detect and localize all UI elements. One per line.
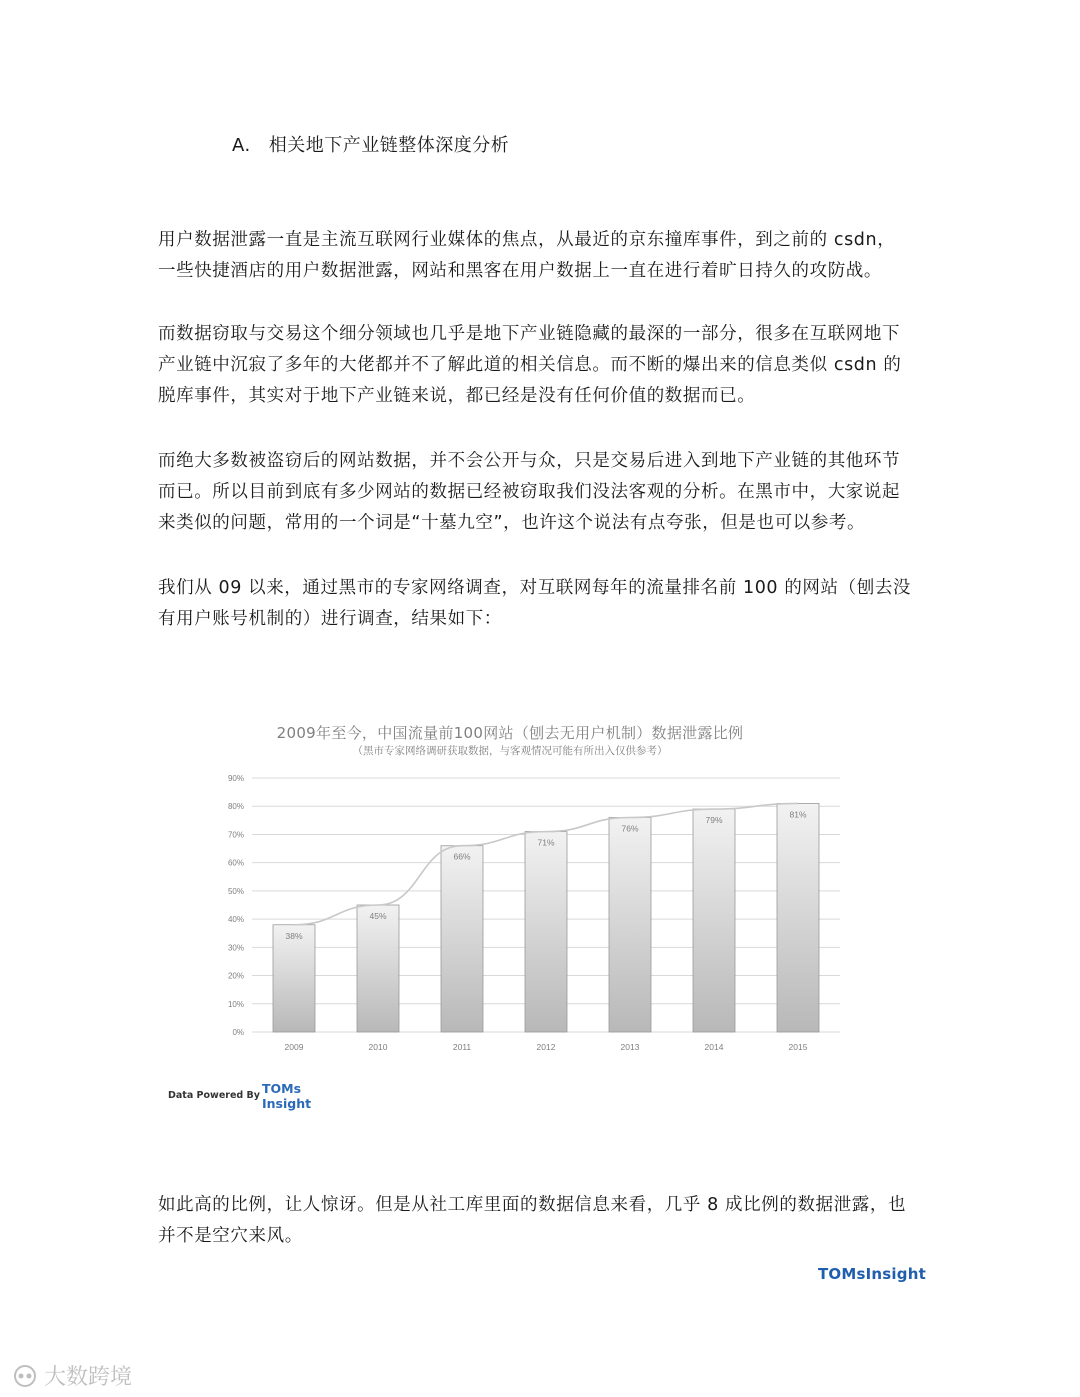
bar <box>693 809 735 1032</box>
x-tick-label: 2015 <box>788 1042 808 1052</box>
y-tick-label: 60% <box>227 858 244 868</box>
section-heading <box>232 131 509 157</box>
paragraph-5 <box>158 1190 923 1252</box>
data-label: 71% <box>537 837 555 848</box>
data-label: 81% <box>789 809 807 820</box>
data-label: 79% <box>705 815 723 826</box>
x-tick-label: 2013 <box>620 1042 640 1052</box>
chart-title: 2009年至今，中国流量前100网站（刨去无用户机制）数据泄露比例 <box>276 724 744 742</box>
x-tick-label: 2011 <box>452 1042 472 1052</box>
paragraph-line: 来类似的问题，常用的一个词是“十墓九空”，也许这个说法有点夸张，但是也可以参考。 <box>158 513 866 533</box>
y-tick-label: 90% <box>227 774 244 783</box>
bar <box>777 803 819 1032</box>
x-tick-label: 2010 <box>368 1042 388 1052</box>
paragraph-line: 我们从 09 以来，通过黑市的专家网络调查，对互联网每年的流量排名前 100 的网站（刨去没 <box>158 578 912 598</box>
paragraph-line: 有用户账号机制的）进行调查，结果如下： <box>158 609 502 629</box>
y-tick-label: 10% <box>227 999 244 1009</box>
data-label: 76% <box>621 823 639 834</box>
paragraph-4 <box>158 573 923 635</box>
paragraph-1 <box>158 225 923 287</box>
y-tick-label: 30% <box>227 943 244 953</box>
bar <box>525 832 567 1032</box>
watermark <box>12 1360 132 1391</box>
data-powered-by: Data Powered By <box>168 1090 260 1101</box>
x-tick-label: 2009 <box>284 1042 304 1052</box>
paragraph-line: 产业链中沉寂了多年的大佬都并不了解此道的相关信息。而不断的爆出来的信息类似 csdn 的 <box>158 355 902 375</box>
brand-line-2: Insight <box>262 1096 312 1111</box>
y-tick-label: 40% <box>227 915 244 925</box>
paragraph-line: 一些快捷酒店的用户数据泄露，网站和黑客在用户数据上一直在进行着旷日持久的攻防战。 <box>158 261 882 281</box>
chart-subtitle: （黑市专家网络调研获取数据，与客观情况可能有所出入仅供参考） <box>352 745 668 757</box>
leak-ratio-chart <box>160 715 860 1125</box>
section-number: A. <box>232 135 251 156</box>
y-tick-label: 20% <box>227 971 244 981</box>
paragraph-2 <box>158 319 923 412</box>
watermark-text: 大数跨境 <box>44 1365 133 1390</box>
y-tick-label: 50% <box>227 886 244 896</box>
paragraph-line: 而绝大多数被盗窃后的网站数据，并不会公开与众，只是交易后进入到地下产业链的其他环节 <box>158 451 901 471</box>
paragraph-line: 用户数据泄露一直是主流互联网行业媒体的焦点，从最近的京东撞库事件，到之前的 csdn， <box>158 230 896 250</box>
footer-brand-logo: TOMsInsight <box>818 1265 926 1283</box>
paragraph-line: 而已。所以目前到底有多少网站的数据已经被窃取我们没法客观的分析。在黑市中，大家说起 <box>158 482 901 502</box>
paragraph-line: 并不是空穴来风。 <box>158 1226 303 1246</box>
y-tick-label: 80% <box>227 802 244 812</box>
y-tick-label: 0% <box>232 1028 244 1037</box>
data-label: 45% <box>369 911 387 921</box>
x-tick-label: 2012 <box>536 1042 556 1052</box>
chart-plot <box>160 715 860 1125</box>
toms-insight-logo-small <box>262 1081 311 1111</box>
paragraph-line: 而数据窃取与交易这个细分领域也几乎是地下产业链隐藏的最深的一部分，很多在互联网地下 <box>158 324 901 344</box>
data-label: 66% <box>453 851 471 862</box>
brand-line-1: TOMs <box>262 1081 302 1096</box>
paragraph-line: 如此高的比例，让人惊讶。但是从社工库里面的数据信息来看，几乎 8 成比例的数据泄露，也 <box>158 1195 907 1215</box>
paragraph-line: 脱库事件，其实对于地下产业链来说，都已经是没有任何价值的数据而已。 <box>158 386 756 406</box>
watermark-icon <box>12 1363 38 1389</box>
x-tick-label: 2014 <box>704 1042 724 1052</box>
bar <box>273 925 315 1032</box>
bar <box>609 818 651 1032</box>
bar <box>357 905 399 1032</box>
paragraph-3 <box>158 446 923 539</box>
bar <box>441 846 483 1032</box>
section-title: 相关地下产业链整体深度分析 <box>268 135 510 156</box>
data-label: 38% <box>285 930 303 941</box>
y-tick-label: 70% <box>227 830 244 840</box>
